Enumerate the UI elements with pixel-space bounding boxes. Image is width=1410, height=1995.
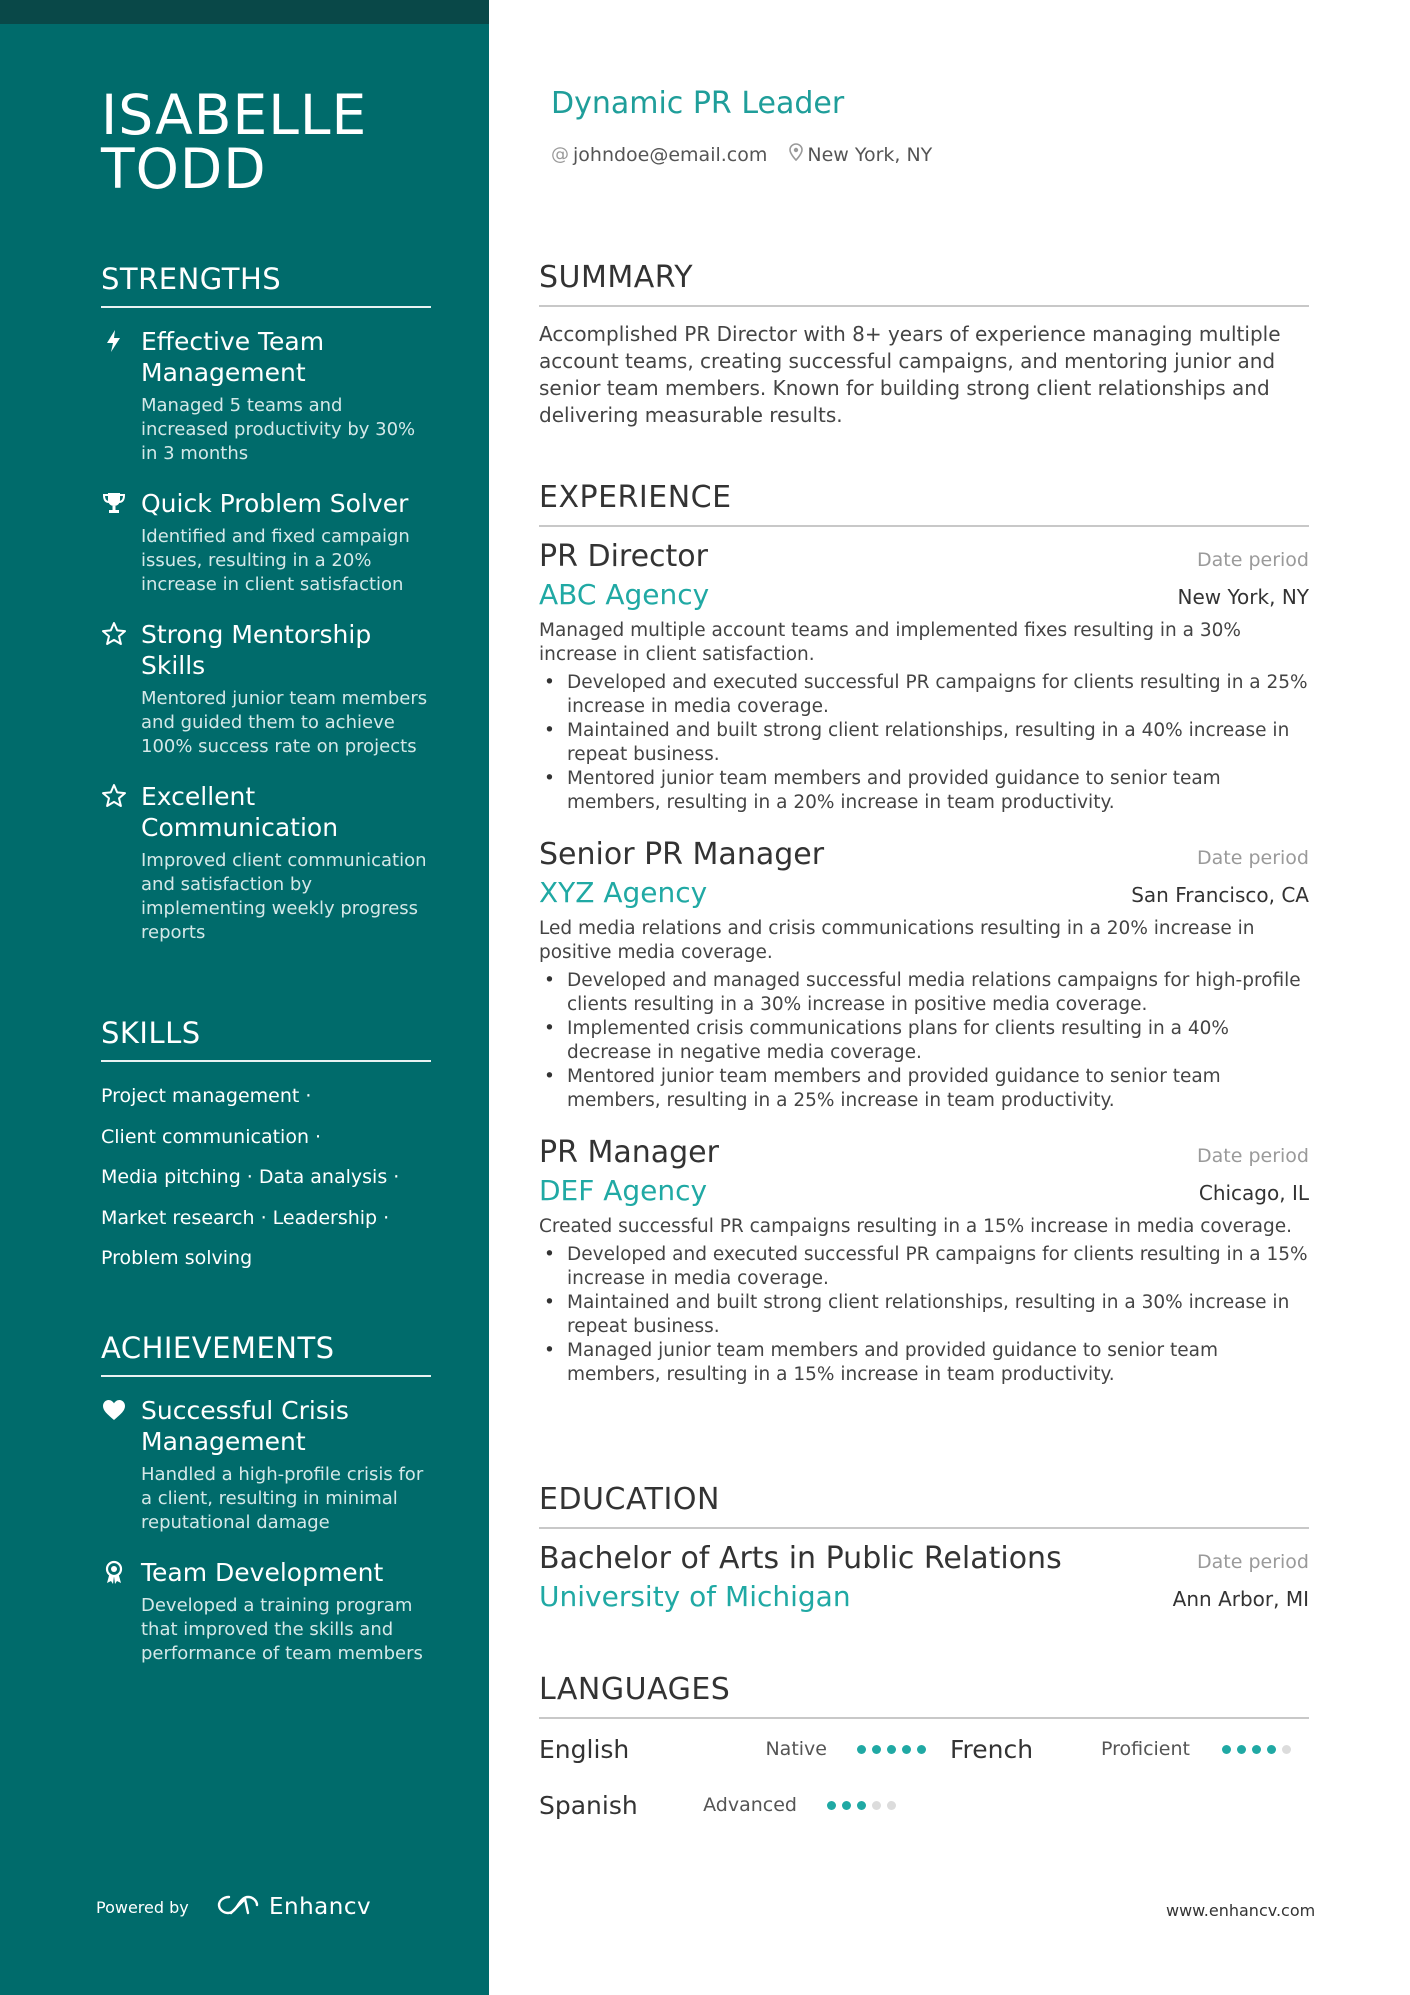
job-title: PR Manager <box>539 1135 719 1170</box>
job-bullet: • Developed and executed successful PR campaigns for clients resulting in a 15% increase in media coverage. <box>539 1243 1309 1291</box>
rating-dot <box>842 1801 851 1810</box>
rating-dot <box>827 1801 836 1810</box>
strength-desc: Improved client communication and satisfaction by implementing weekly progress reports <box>141 850 427 943</box>
strength-desc: Identified and fixed campaign issues, resulting in a 20% increase in client satisfaction <box>141 526 410 595</box>
achievement-title: Team Development <box>141 1558 384 1587</box>
top-strip <box>0 0 489 24</box>
job-bullets <box>539 671 1309 815</box>
candidate-name: ISABELLE TODD <box>101 83 368 201</box>
strength-item <box>101 488 431 597</box>
job-entry <box>539 539 1309 815</box>
job-bullet: • Implemented crisis communications plans for clients resulting in a 40% decrease in negative media coverage. <box>539 1017 1309 1065</box>
job-entry <box>539 1135 1309 1387</box>
skills-section <box>101 1016 431 1279</box>
experience-heading: EXPERIENCE <box>539 480 1309 527</box>
achievement-title: Successful Crisis Management <box>141 1396 349 1456</box>
school: University of Michigan <box>539 1580 851 1613</box>
strength-title: Quick Problem Solver <box>141 489 409 518</box>
job-summary: Created successful PR campaigns resulting in a 15% increase in media coverage. <box>539 1216 1293 1237</box>
achievement-item <box>101 1395 431 1535</box>
job-title: Senior PR Manager <box>539 837 825 872</box>
job-company: ABC Agency <box>539 578 710 611</box>
job-location: San Francisco, CA <box>1131 883 1309 907</box>
language-rating <box>1222 1745 1291 1754</box>
language-name: English <box>539 1734 630 1764</box>
at-icon: @ <box>551 144 569 165</box>
rating-dot <box>872 1745 881 1754</box>
education-location: Ann Arbor, MI <box>1172 1587 1309 1611</box>
languages-heading: LANGUAGES <box>539 1672 1309 1719</box>
trophy-icon <box>101 490 127 516</box>
rating-dot <box>1237 1745 1246 1754</box>
enhancv-logo-icon <box>215 1893 261 1921</box>
enhancv-brand: Enhancv <box>269 1894 372 1920</box>
rating-dot <box>887 1801 896 1810</box>
strength-item <box>101 619 431 759</box>
rating-dot <box>1267 1745 1276 1754</box>
location-pin-icon <box>789 143 803 166</box>
education-date: Date period <box>1197 1551 1309 1573</box>
strength-item <box>101 781 431 945</box>
language-level: Proficient <box>1100 1738 1190 1760</box>
job-subheader <box>539 1174 1309 1207</box>
rating-dot <box>1252 1745 1261 1754</box>
job-bullet: • Mentored junior team members and provided guidance to senior team members, resulting in a 25% increase in team productivity. <box>539 1065 1309 1113</box>
language-item <box>539 1791 950 1820</box>
strength-item <box>101 326 431 466</box>
contact-location <box>789 143 932 166</box>
job-summary: Managed multiple account teams and implemented fixes resulting in a 30% increase in client satisfaction. <box>539 620 1241 665</box>
language-level: Advanced <box>703 1794 797 1816</box>
job-bullet: • Mentored junior team members and provided guidance to senior team members, resulting in a 20% increase in team productivity. <box>539 767 1309 815</box>
summary-text: Accomplished PR Director with 8+ years of experience managing multiple account teams, creating successful campaigns, and mentoring junior and senior team members. Known for building strong client relationships and delivering measurable results. <box>539 322 1281 427</box>
rating-dot <box>857 1801 866 1810</box>
rating-dot <box>1282 1745 1291 1754</box>
job-entry <box>539 837 1309 1113</box>
job-date: Date period <box>1197 549 1309 571</box>
job-company: DEF Agency <box>539 1174 708 1207</box>
footer-url[interactable]: www.enhancv.com <box>1166 1901 1316 1920</box>
strength-desc: Managed 5 teams and increased productivity by 30% in 3 months <box>141 395 416 464</box>
language-item <box>950 1735 1309 1764</box>
language-name: Spanish <box>539 1790 638 1820</box>
language-level: Native <box>765 1738 827 1760</box>
education-section <box>539 1482 1309 1613</box>
job-bullet: • Maintained and built strong client relationships, resulting in a 30% increase in repeat business. <box>539 1291 1309 1339</box>
job-location: Chicago, IL <box>1198 1181 1309 1205</box>
job-bullets <box>539 969 1309 1113</box>
education-heading: EDUCATION <box>539 1482 1309 1529</box>
job-header <box>539 837 1309 872</box>
degree: Bachelor of Arts in Public Relations <box>539 1541 1062 1576</box>
job-date: Date period <box>1197 1145 1309 1167</box>
education-header <box>539 1541 1309 1576</box>
email-text: johndoe@email.com <box>573 143 768 166</box>
star-icon <box>101 621 127 647</box>
job-title: PR Director <box>539 539 708 574</box>
achievement-item <box>101 1557 431 1666</box>
contact-row <box>551 143 954 166</box>
job-subheader <box>539 876 1309 909</box>
powered-by-label: Powered by <box>96 1898 189 1917</box>
job-header <box>539 539 1309 574</box>
language-rating <box>857 1745 926 1754</box>
skills-heading: SKILLS <box>101 1016 431 1062</box>
rating-dot <box>887 1745 896 1754</box>
strengths-section <box>101 262 431 945</box>
skill-line: Project management · <box>101 1085 312 1107</box>
languages-section <box>539 1672 1309 1825</box>
education-subheader <box>539 1580 1309 1613</box>
job-bullet: • Developed and managed successful media relations campaigns for high-profile clients resulting in a 30% increase in positive media coverage. <box>539 969 1309 1017</box>
rating-dot <box>872 1801 881 1810</box>
sidebar <box>0 0 489 1995</box>
language-name: French <box>950 1734 1034 1764</box>
rating-dot <box>1222 1745 1231 1754</box>
job-bullets <box>539 1243 1309 1387</box>
languages-row <box>539 1785 1309 1825</box>
job-date: Date period <box>1197 847 1309 869</box>
achievement-desc: Developed a training program that improved the skills and performance of team members <box>141 1595 423 1664</box>
job-company: XYZ Agency <box>539 876 708 909</box>
award-icon <box>101 1559 127 1585</box>
lightning-icon <box>101 328 127 354</box>
rating-dot <box>902 1745 911 1754</box>
location-text: New York, NY <box>807 143 933 166</box>
job-subheader <box>539 578 1309 611</box>
rating-dot <box>917 1745 926 1754</box>
language-item <box>539 1735 950 1764</box>
job-bullet: • Maintained and built strong client relationships, resulting in a 40% increase in repeat business. <box>539 719 1309 767</box>
heart-icon <box>101 1397 127 1423</box>
strength-desc: Mentored junior team members and guided them to achieve 100% success rate on projects <box>141 688 428 757</box>
summary-heading: SUMMARY <box>539 260 1309 307</box>
achievements-heading: ACHIEVEMENTS <box>101 1331 431 1377</box>
strength-title: Excellent Communication <box>141 782 339 842</box>
skill-line: Client communication · <box>101 1125 322 1148</box>
skill-line: Market research · Leadership · <box>101 1206 390 1229</box>
strengths-heading: STRENGTHS <box>101 262 431 308</box>
achievements-section <box>101 1331 431 1666</box>
job-location: New York, NY <box>1177 585 1309 609</box>
achievement-desc: Handled a high-profile crisis for a client, resulting in minimal reputational damage <box>141 1464 424 1533</box>
languages-row <box>539 1729 1309 1769</box>
skills-list <box>101 1076 431 1279</box>
job-bullet: • Developed and executed successful PR campaigns for clients resulting in a 25% increase in media coverage. <box>539 671 1309 719</box>
skill-line: Problem solving <box>101 1247 253 1269</box>
rating-dot <box>857 1745 866 1754</box>
experience-section <box>539 480 1309 1387</box>
skill-line: Media pitching · Data analysis · <box>101 1166 400 1188</box>
job-bullet: • Managed junior team members and provided guidance to senior team members, resulting in a 15% increase in team productivity. <box>539 1339 1309 1387</box>
job-header <box>539 1135 1309 1170</box>
strength-title: Strong Mentorship Skills <box>141 620 372 680</box>
summary-section <box>539 260 1309 429</box>
star-icon <box>101 783 127 809</box>
enhancv-logo[interactable] <box>215 1893 371 1921</box>
job-summary: Led media relations and crisis communications resulting in a 20% increase in positive media coverage. <box>539 918 1255 963</box>
strength-title: Effective Team Management <box>141 327 325 387</box>
language-rating <box>827 1801 896 1810</box>
education-entry <box>539 1541 1309 1613</box>
headline: Dynamic PR Leader <box>551 86 845 121</box>
contact-email[interactable] <box>551 144 767 166</box>
